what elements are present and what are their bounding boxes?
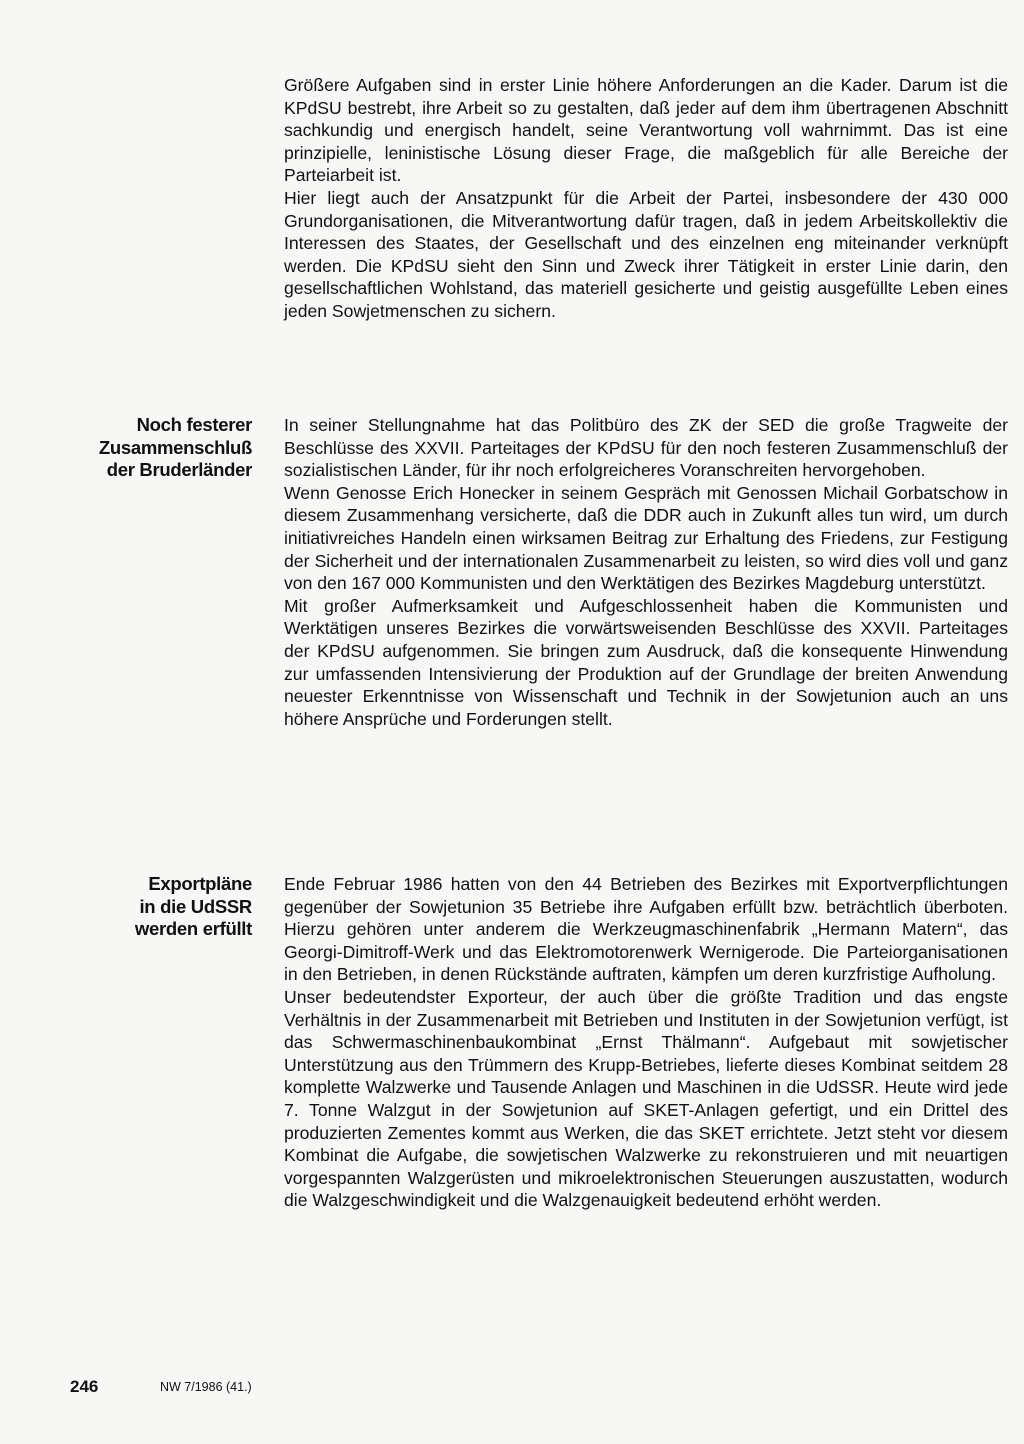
heading-line: der Bruderländer xyxy=(106,459,252,480)
paragraph: Hier liegt auch der Ansatzpunkt für die Arbeit der Partei, insbesondere der 430 000 Grundorganisationen, die Mitverantwortung dafür tragen, daß in jedem Arbeitskollektiv die Interessen des Staates, der Gesellschaft und des einzelnen eng miteinander verknüpft werden. Die KPdSU sieht den Sinn und Zweck ihrer Tätigkeit in erster Linie darin, den gesellschaftlichen Wohlstand, das materiell gesicherte und geistig ausgefüllte Leben eines jeden Sowjetmenschen zu sichern. xyxy=(284,187,1008,321)
paragraph: Wenn Genosse Erich Honecker in seinem Gespräch mit Genossen Michail Gorbatschow in diesem Zusammenhang versicherte, daß die DDR auch in Zukunft alles tun wird, um durch initiativreiches Handeln einen wirksamen Beitrag zur Erhaltung des Friedens, zur Festigung der Sicherheit und der internationalen Zusammenarbeit zu leisten, so wird dies voll und ganz von den 167 000 Kommunisten und den Werktätigen des Bezirkes Magdeburg unterstützt. xyxy=(284,482,1008,594)
heading-line: Exportpläne xyxy=(148,873,252,894)
bruderlaender-text-block xyxy=(284,414,1008,730)
paragraph: Größere Aufgaben sind in erster Linie höhere Anforderungen an die Kader. Darum ist die KPdSU bestrebt, ihre Arbeit so zu gestalten, daß jeder auf dem ihm übertragenen Abschnitt sachkundig und energisch handelt, seine Verantwortung voll wahrnimmt. Das ist eine prinzipielle, leninistische Lösung dieser Frage, die maßgeblich für alle Bereiche der Parteiarbeit ist. xyxy=(284,75,1008,186)
heading-line: werden erfüllt xyxy=(134,918,252,939)
publication-reference: NW 7/1986 (41.) xyxy=(160,1380,252,1394)
paragraph: In seiner Stellungnahme hat das Politbüro des ZK der SED die große Tragweite der Beschlüsse des XXVII. Parteitages der KPdSU für den noch festeren Zusammenschluß der sozialistischen Länder, für ihr noch erfolgreicheres Voranschreiten hervorgehoben. xyxy=(284,415,1008,481)
side-heading-exportplaene xyxy=(60,873,252,941)
heading-line: in die UdSSR xyxy=(139,895,252,917)
side-heading-bruderlaender xyxy=(60,414,252,482)
heading-line: Zusammenschluß xyxy=(98,436,252,458)
exportplaene-text-block xyxy=(284,873,1008,1212)
paragraph: Mit großer Aufmerksamkeit und Aufgeschlossenheit haben die Kommunisten und Werktätigen unseres Bezirkes die vorwärtsweisenden Beschlüsse des XXVII. Parteitages der KPdSU aufgenommen. Sie bringen zum Ausdruck, daß die konsequente Hinwendung zur umfassenden Intensivierung der Produktion auf der Grundlage der breiten Anwendung neuester Erkenntnisse von Wissenschaft und Technik in der Sowjetunion auch an uns höhere Ansprüche und Forderungen stellt. xyxy=(284,595,1008,729)
page-number: 246 xyxy=(70,1377,99,1396)
intro-text-block xyxy=(284,74,1008,323)
paragraph: Unser bedeutendster Exporteur, der auch über die größte Tradition und das engste Verhältnis in der Zusammenarbeit mit Betrieben und Instituten in der Sowjetunion verfügt, ist das Schwermaschinenbaukombinat „Ernst Thälmann“. Aufgebaut mit sowjetischer Unterstützung aus den Trümmern des Krupp-Betriebes, lieferte dieses Kombinat seitdem 28 komplette Walzwerke und Tausende Anlagen und Maschinen in die UdSSR. Heute wird jede 7. Tonne Walzgut in der Sowjetunion auf SKET-Anlagen gefertigt, und ein Drittel des produzierten Zementes kommt aus Werken, die das SKET errichtete. Jetzt steht vor diesem Kombinat die Aufgabe, die sowjetischen Walzwerke zu rekonstruieren und mit neuartigen vorgespannten Walzgerüsten und mikroelektronischen Steuerungen auszustatten, wodurch die Walzgeschwindigkeit und die Walzgenauigkeit bedeutend erhöht werden. xyxy=(284,986,1008,1211)
heading-line: Noch festerer xyxy=(136,414,252,435)
paragraph: Ende Februar 1986 hatten von den 44 Betrieben des Bezirkes mit Exportverpflichtungen gegenüber der Sowjetunion 35 Betriebe ihre Aufgaben erfüllt bzw. beträchtlich überboten. Hierzu gehören unter anderem die Werkzeugmaschinenfabrik „Hermann Matern“, das Georgi-Dimitroff-Werk und das Elektromotorenwerk Wernigerode. Die Parteiorganisationen in den Betrieben, in denen Rückstände auftraten, kämpfen um deren kurzfristige Aufholung. xyxy=(284,874,1008,985)
